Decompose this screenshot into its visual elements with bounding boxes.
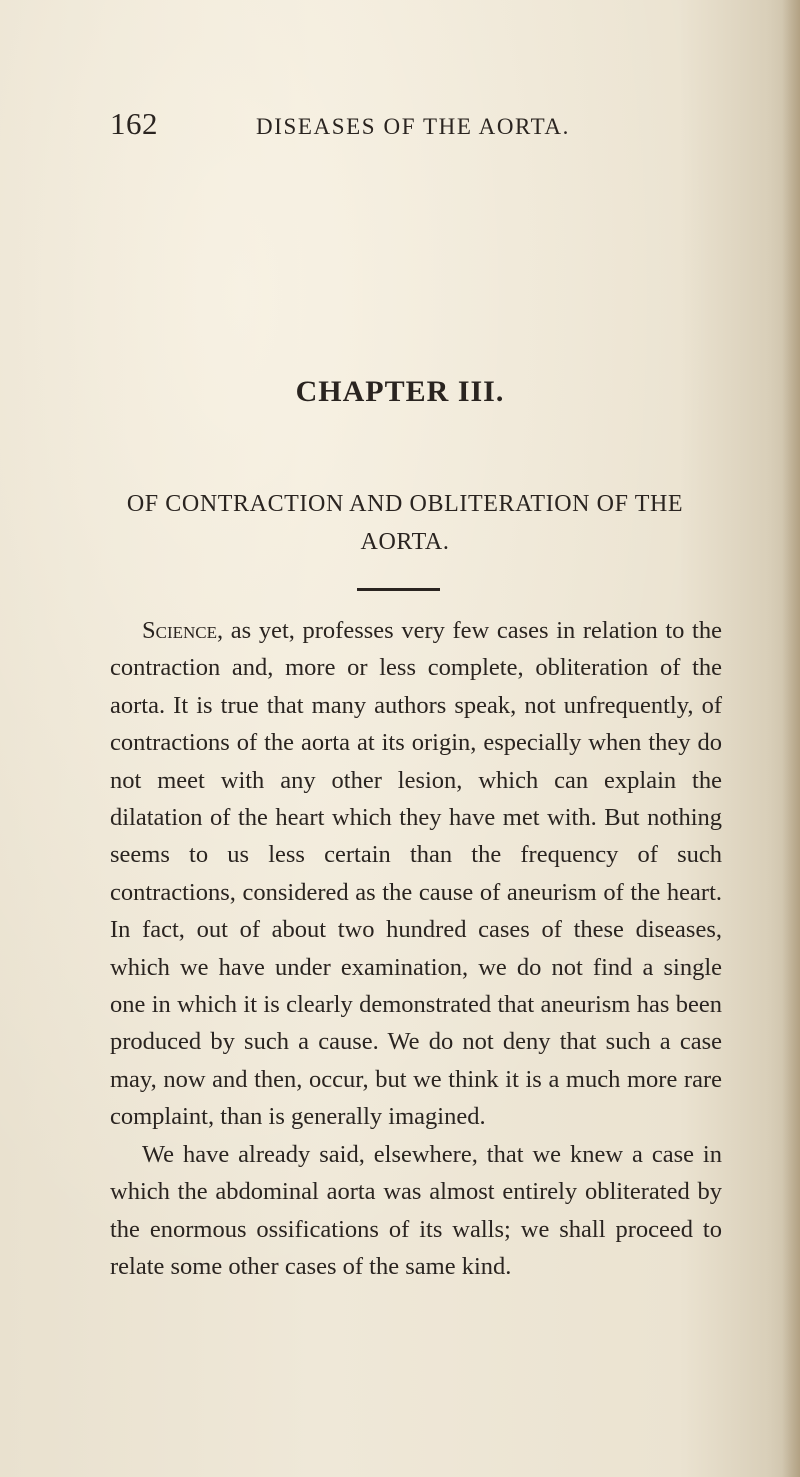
page-edge-shadow xyxy=(782,0,800,1477)
page-header xyxy=(110,106,730,146)
page-number: 162 xyxy=(110,106,158,141)
running-head: DISEASES OF THE AORTA. xyxy=(256,114,570,139)
chapter-heading: CHAPTER III. xyxy=(295,375,505,408)
paragraph-1 xyxy=(110,612,722,1136)
chapter-title: OF CONTRACTION AND OBLITERATION OF THE AORTA. xyxy=(126,491,684,555)
paragraph-1-first-word: Science xyxy=(142,617,218,644)
paragraph-1-text: , as yet, professes very few cases in relation to the contraction and, more or less complete, obliteration of the aorta. It is true that many authors speak, not unfrequently, of contractions of the aorta at its origin, especially when they do not meet with any other lesion, which can explain the dilatation of the heart which they have met with. But nothing seems to us less certain than the frequency of such contractions, considered as the cause of aneurism of the heart. In fact, out of about two hundred cases of these diseases, which we have under examination, we do not find a single one in which it is clearly demonstrated that aneurism has been produced by such a cause. We do not deny that such a case may, now and then, occur, but we think it is a much more rare complaint, than is generally imagined. xyxy=(110,617,722,1131)
section-rule xyxy=(357,588,440,591)
body-text xyxy=(110,612,722,1285)
paragraph-2: We have already said, elsewhere, that we knew a case in which the abdominal aorta was almost entirely obliterated by the enormous ossifications of its walls; we shall proceed to relate some other cases of the same kind. xyxy=(110,1140,722,1280)
